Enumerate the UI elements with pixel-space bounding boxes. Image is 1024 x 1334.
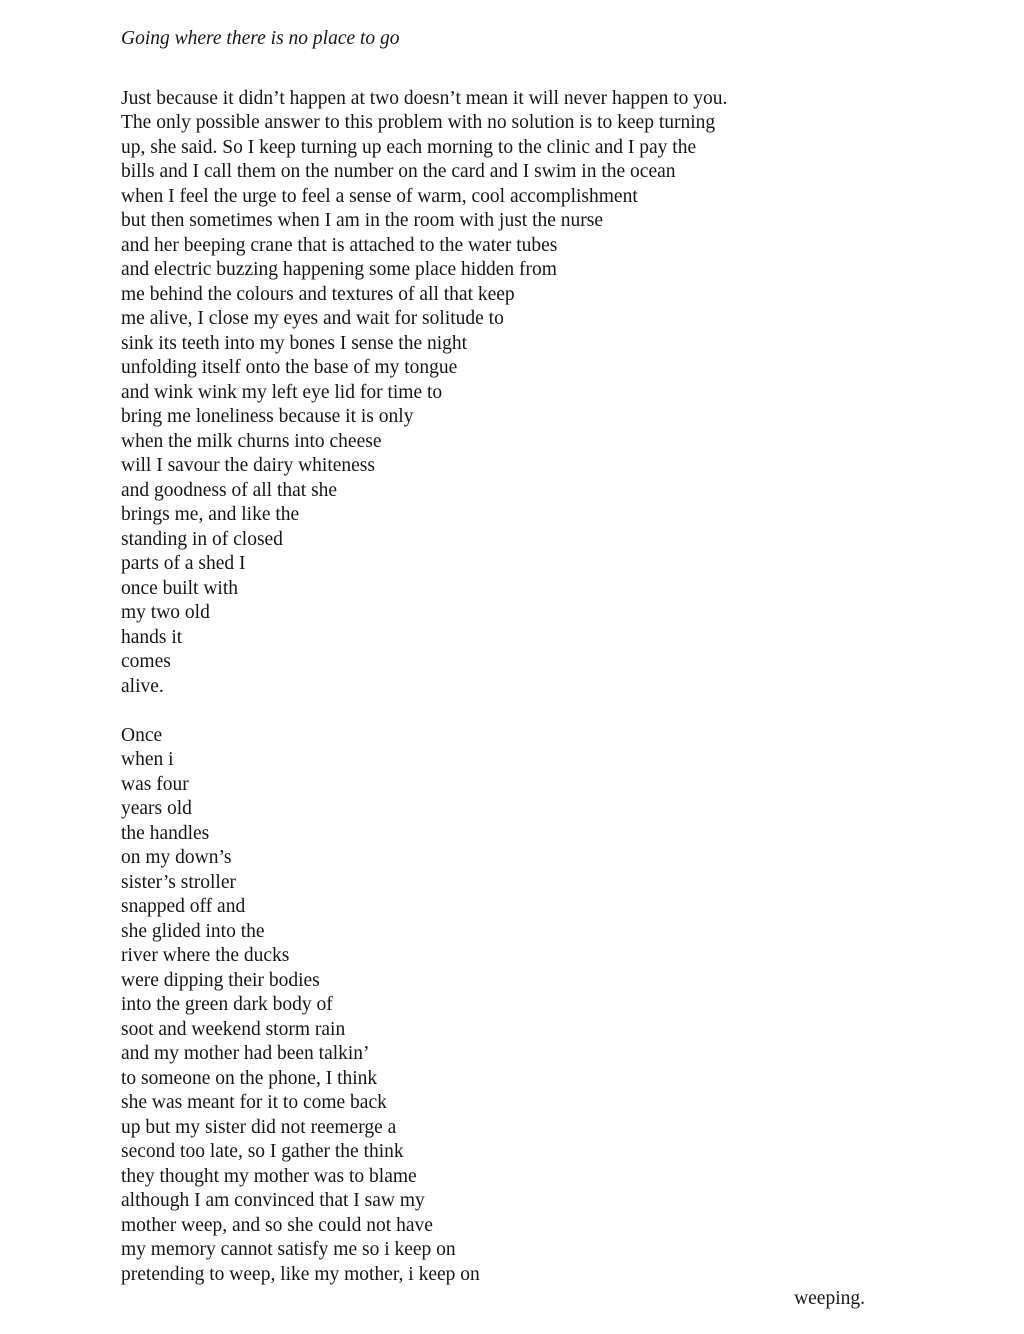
poem-line: and goodness of all that she <box>121 479 338 501</box>
poem-line: The only possible answer to this problem with no solution is to keep turning <box>121 112 716 133</box>
poem-line: me behind the colours and textures of all that keep <box>121 283 515 305</box>
poem-line: she glided into the <box>121 920 265 942</box>
poem-line: up, she said. So I keep turning up each morning to the clinic and I pay the <box>121 136 697 158</box>
poem-line: will I savour the dairy whiteness <box>121 455 375 476</box>
poem-line: pretending to weep, like my mother, i keep on <box>121 1263 480 1285</box>
poem-line: bring me loneliness because it is only <box>121 406 414 427</box>
poem-line: unfolding itself onto the base of my tongue <box>121 357 458 378</box>
poem-line: alive. <box>121 675 164 697</box>
poem-line: soot and weekend storm rain <box>121 1018 346 1040</box>
poem-line: the handles <box>121 822 210 844</box>
poem-stanza-2 <box>121 724 1024 1288</box>
poem-title: Going where there is no place to go <box>121 28 400 49</box>
poem-line: when the milk churns into cheese <box>121 430 382 452</box>
poem-line: my memory cannot satisfy me so i keep on <box>121 1239 456 1260</box>
poem-line: parts of a shed I <box>121 553 246 574</box>
poem-line: when I feel the urge to feel a sense of warm, cool accomplishment <box>121 185 638 207</box>
poem-line: they thought my mother was to blame <box>121 1165 417 1187</box>
poem-line: sister’s stroller <box>121 871 237 893</box>
poem-line: was four <box>121 773 189 795</box>
poem-line: and wink wink my left eye lid for time to <box>121 381 443 403</box>
poem-line: years old <box>121 798 192 819</box>
poem-line: once built with <box>121 577 238 599</box>
poem-line: snapped off and <box>121 896 246 917</box>
poem-line: and electric buzzing happening some place hidden from <box>121 259 557 280</box>
poem-line: and my mother had been talkin’ <box>121 1043 370 1064</box>
poem-line: on my down’s <box>121 847 232 868</box>
poem-line: sink its teeth into my bones I sense the night <box>121 332 468 354</box>
poem-line: Once <box>121 724 163 746</box>
poem-line: but then sometimes when I am in the room with just the nurse <box>121 210 604 231</box>
poem-line: bills and I call them on the number on the card and I swim in the ocean <box>121 161 676 182</box>
poem-line: mother weep, and so she could not have <box>121 1214 433 1236</box>
poem-line: and her beeping crane that is attached to the water tubes <box>121 234 558 256</box>
poem-line: standing in of closed <box>121 528 283 550</box>
poem-stanza-1 <box>121 87 1024 700</box>
poem-line: up but my sister did not reemerge a <box>121 1116 397 1138</box>
poem-line: into the green dark body of <box>121 994 333 1015</box>
poem-line: second too late, so I gather the think <box>121 1141 404 1162</box>
poem-line: she was meant for it to come back <box>121 1092 387 1113</box>
poem-line: hands it <box>121 626 183 648</box>
poem-line: me alive, I close my eyes and wait for solitude to <box>121 308 504 329</box>
poem-line: river where the ducks <box>121 945 290 966</box>
poem-line: although I am convinced that I saw my <box>121 1190 425 1211</box>
poem-line: when i <box>121 749 174 770</box>
poem-line: brings me, and like the <box>121 504 300 525</box>
poem-line: my two old <box>121 602 210 623</box>
poem-line: were dipping their bodies <box>121 969 320 991</box>
poem-line: Just because it didn’t happen at two doesn’t mean it will never happen to you. <box>121 87 728 109</box>
poem-line: comes <box>121 651 171 672</box>
poem-line: to someone on the phone, I think <box>121 1067 378 1089</box>
poem-final-line: weeping. <box>794 1288 865 1309</box>
